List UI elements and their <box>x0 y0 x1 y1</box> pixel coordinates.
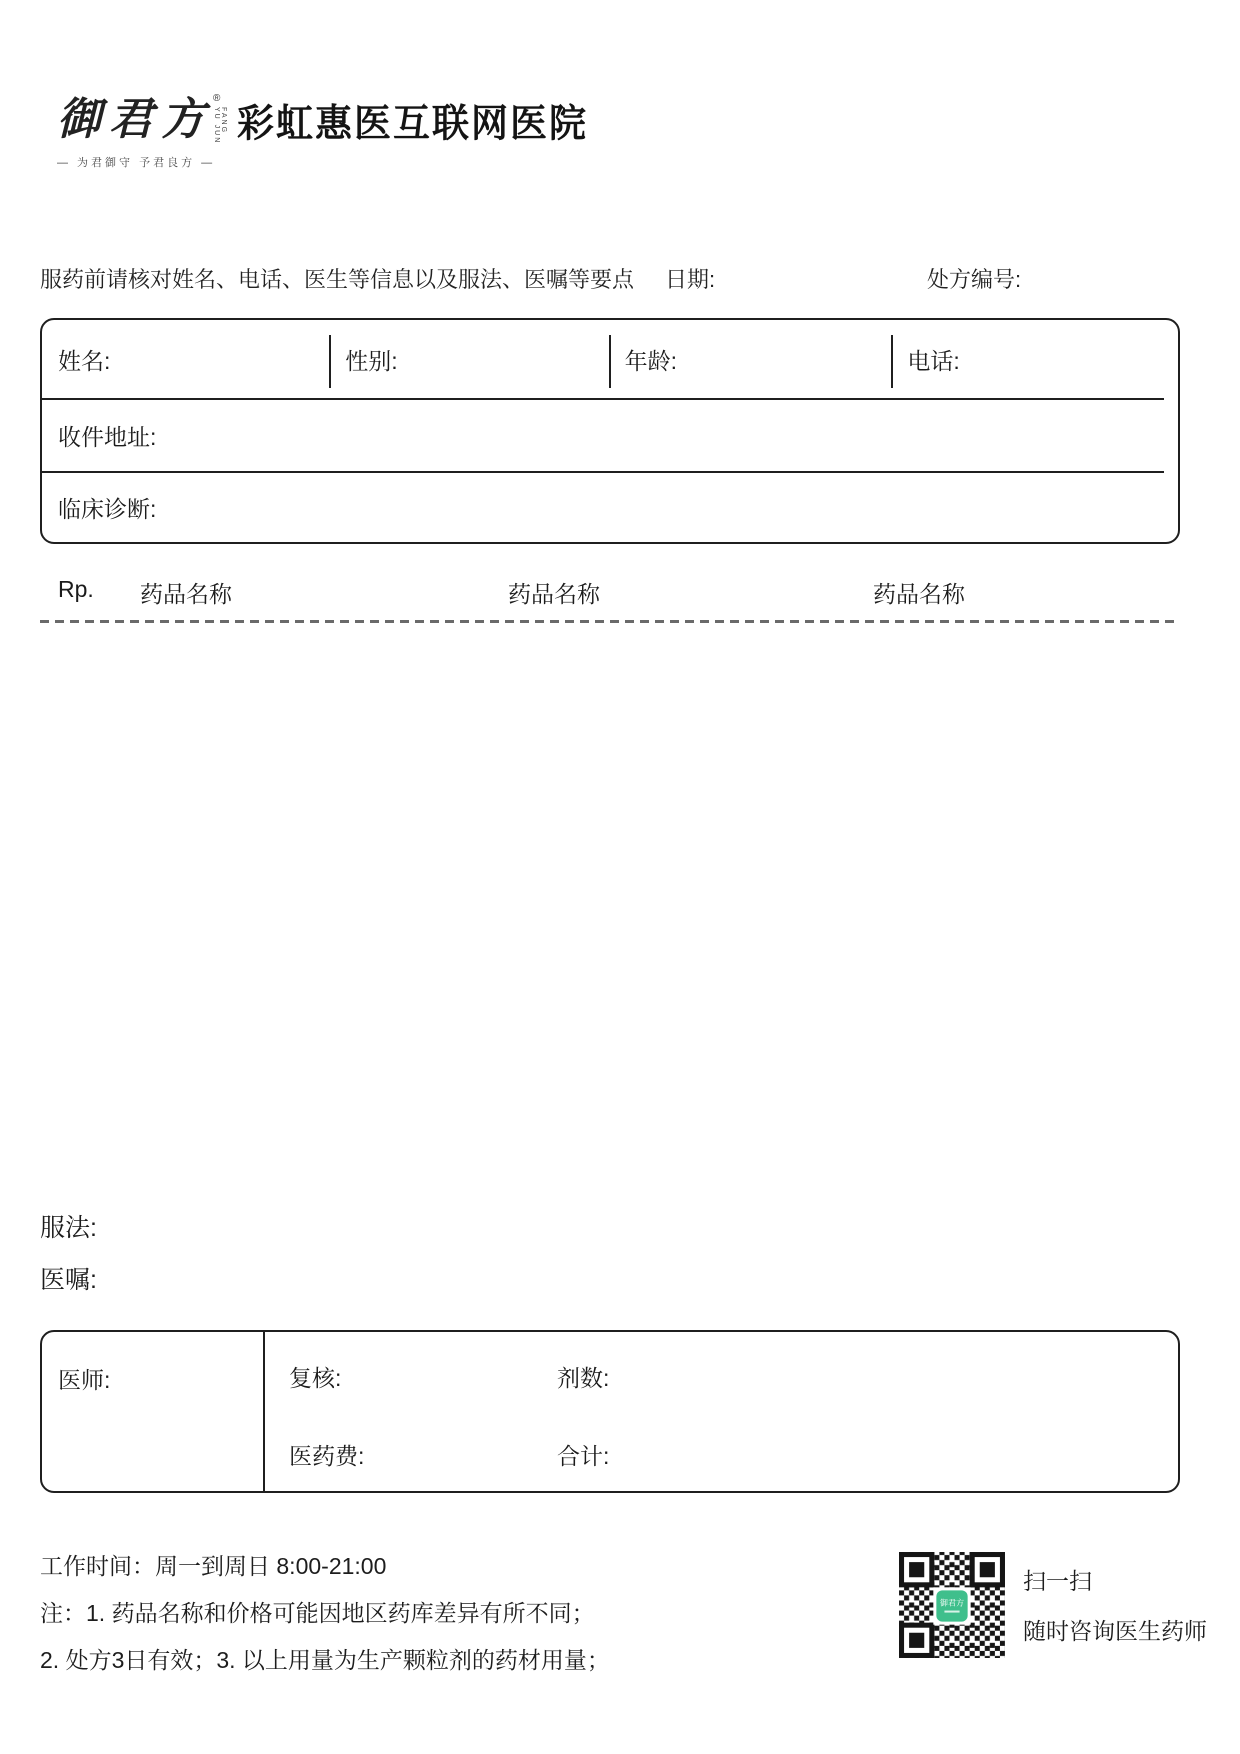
dose-count-field-label: 剂数: <box>557 1365 610 1391</box>
brand-logo-text: 御君方 <box>57 94 213 145</box>
diagnosis-field <box>42 473 1178 542</box>
summary-row-review <box>289 1360 1178 1393</box>
drug-name-column-header: 药品名称 <box>873 581 965 607</box>
dashed-divider <box>40 620 1180 623</box>
name-field <box>42 320 329 398</box>
brand-logo <box>57 93 267 170</box>
age-field <box>609 320 892 398</box>
diagnosis-field-label: 临床诊断: <box>58 496 157 522</box>
brand-logo-vertical-text: YU JUN FANG <box>213 107 227 145</box>
name-field-label: 姓名: <box>58 347 111 374</box>
usage-field-label: 服法: <box>40 1214 97 1242</box>
doctor-field-label: 医师: <box>58 1367 111 1393</box>
hospital-title: 彩虹惠医互联网医院 <box>237 102 588 145</box>
advice-field-label: 医嘱: <box>40 1266 97 1294</box>
total-field-label: 合计: <box>557 1443 610 1469</box>
patient-info-box <box>40 318 1180 544</box>
address-field <box>42 400 1164 473</box>
notice-line <box>40 263 1180 292</box>
summary-right-panel <box>265 1332 1178 1491</box>
gender-field <box>329 320 608 398</box>
summary-row-fee <box>289 1438 1178 1471</box>
footer-notes <box>40 1543 610 1684</box>
date-field-label: 日期: <box>665 267 716 292</box>
age-field-label: 年龄: <box>624 347 677 374</box>
work-time-text: 工作时间：周一到周日 8:00-21:00 <box>40 1553 387 1579</box>
drug-name-column-header: 药品名称 <box>140 581 232 607</box>
phone-field-label: 电话: <box>907 347 960 374</box>
qr-center-logo-text: 御君方 <box>939 1598 965 1608</box>
qr-code-icon <box>899 1550 1005 1660</box>
fee-field-label: 医药费: <box>289 1443 365 1469</box>
rp-header-row <box>40 576 1180 606</box>
scan-label: 扫一扫 <box>1023 1568 1092 1594</box>
drug-name-column-header: 药品名称 <box>508 581 600 607</box>
review-field-label: 复核: <box>289 1365 342 1391</box>
doctor-field <box>42 1332 265 1491</box>
registered-trademark-icon: ® <box>213 93 221 104</box>
scan-hint: 随时咨询医生药师 <box>1023 1618 1207 1644</box>
note-line-2: 2. 处方3日有效；3. 以上用量为生产颗粒剂的药材用量； <box>40 1647 610 1673</box>
patient-row-basic <box>42 320 1164 400</box>
note-line-1: 注：1. 药品名称和价格可能因地区药库差异有所不同； <box>40 1600 595 1626</box>
address-field-label: 收件地址: <box>58 424 157 450</box>
rx-number-field-label: 处方编号: <box>927 267 1022 292</box>
check-hint-text: 服药前请核对姓名、电话、医生等信息以及服法、医嘱等要点 <box>40 267 635 292</box>
gender-field-label: 性别: <box>345 347 398 374</box>
rp-label: Rp. <box>58 576 94 602</box>
qr-block <box>899 1550 1207 1660</box>
summary-box <box>40 1330 1180 1493</box>
qr-caption <box>1023 1550 1207 1660</box>
brand-tagline: — 为君御守 予君良方 — <box>57 157 216 169</box>
phone-field <box>891 320 1164 398</box>
brand-logo-side <box>213 94 229 155</box>
